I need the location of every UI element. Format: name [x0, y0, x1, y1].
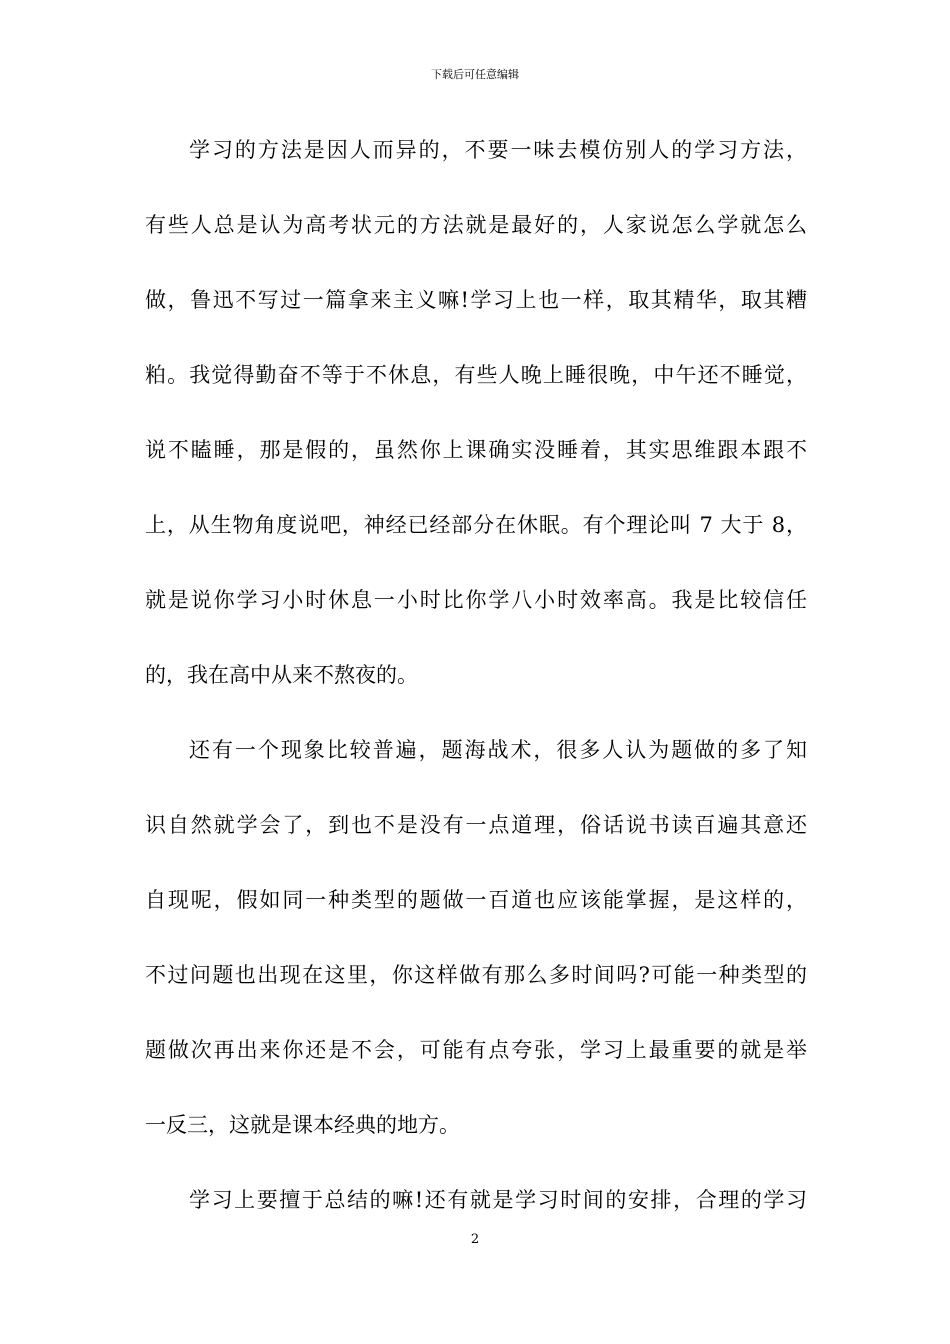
text-line: 就是说你学习小时休息一小时比你学八小时效率高。我是比较信任 [145, 588, 807, 612]
text-line: 的，我在高中从来不熬夜的。 [145, 663, 418, 687]
paragraph-2 [145, 728, 807, 1178]
text-line: 粕。我觉得勤奋不等于不休息，有些人晚上睡很晚，中午还不睡觉， [145, 363, 807, 387]
text-line: 做，鲁迅不写过一篇拿来主义嘛!学习上也一样，取其精华，取其糟 [145, 288, 807, 312]
text-line: 有些人总是认为高考状元的方法就是最好的，人家说怎么学就怎么 [145, 213, 807, 237]
paragraph-1 [145, 128, 807, 728]
text-line: 学习的方法是因人而异的，不要一味去模仿别人的学习方法， [189, 138, 807, 162]
page-number: 2 [470, 1232, 480, 1247]
text-line: 上，从生物角度说吧，神经已经部分在休眠。有个理论叫 7 大于 8， [145, 513, 807, 537]
document-body [145, 128, 807, 1253]
text-line: 说不瞌睡，那是假的，虽然你上课确实没睡着，其实思维跟本跟不 [145, 438, 807, 462]
text-line: 题做次再出来你还是不会，可能有点夸张，学习上最重要的就是举 [145, 1038, 807, 1062]
text-line: 还有一个现象比较普遍，题海战术，很多人认为题做的多了知 [189, 738, 807, 762]
page-header: 下载后可任意编辑 [431, 68, 519, 81]
text-line: 自现呢，假如同一种类型的题做一百道也应该能掌握，是这样的， [145, 888, 807, 912]
text-line: 学习上要擅于总结的嘛!还有就是学习时间的安排，合理的学习 [189, 1188, 807, 1212]
text-line: 不过问题也出现在这里，你这样做有那么多时间吗?可能一种类型的 [145, 963, 807, 987]
text-line: 识自然就学会了，到也不是没有一点道理，俗话说书读百遍其意还 [145, 813, 807, 837]
text-line: 一反三，这就是课本经典的地方。 [145, 1113, 460, 1137]
